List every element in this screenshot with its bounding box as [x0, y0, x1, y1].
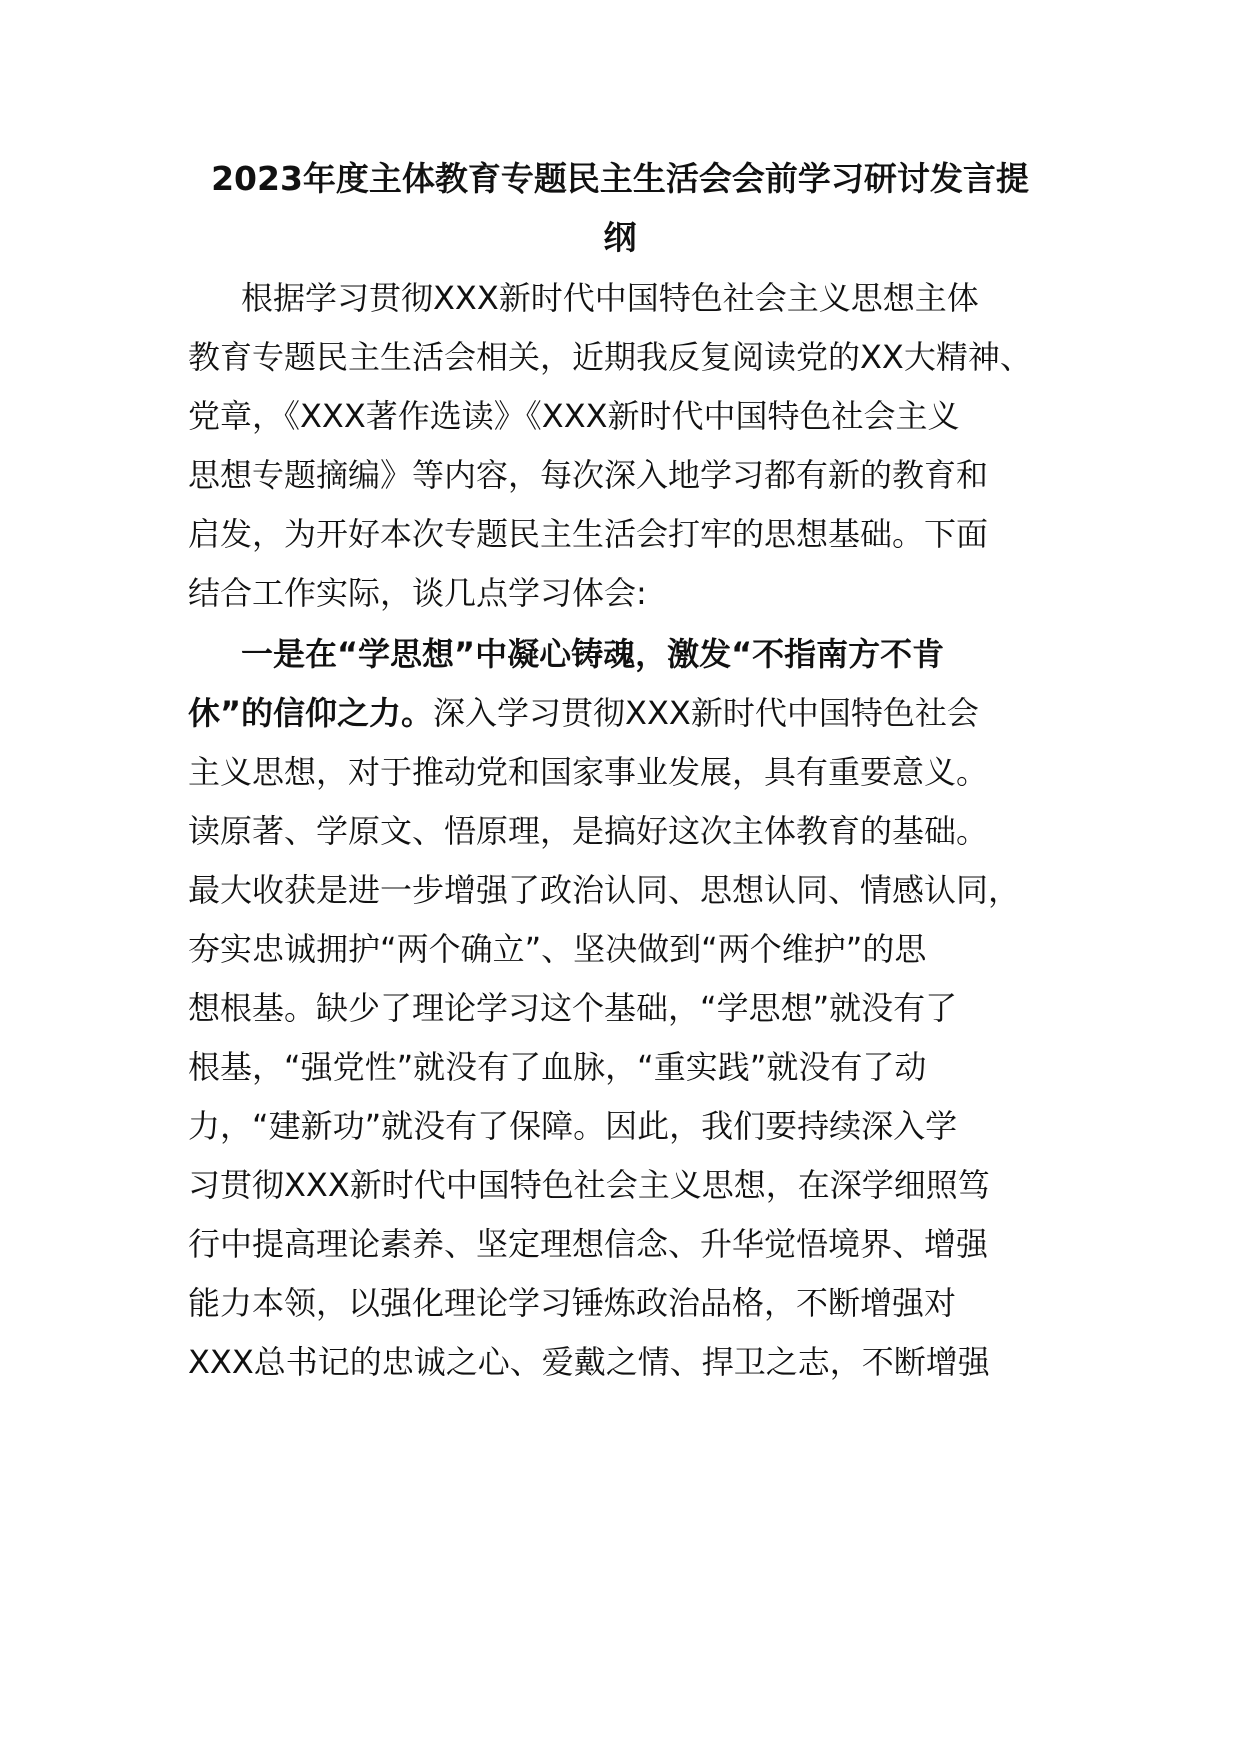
body-line-3	[188, 396, 960, 436]
body-line-text: XXX总书记的忠诚之心、爱戴之情、捍卫之志，不断增强	[188, 1343, 990, 1381]
body-line-text: 根基，“强党性”就没有了血脉，“重实践”就没有了动	[188, 1048, 927, 1086]
body-line-7	[241, 634, 944, 674]
body-line-4	[188, 455, 988, 495]
body-line-12	[188, 929, 926, 969]
body-line-text: 最大收获是进一步增强了政治认同、思想认同、情感认同，	[188, 871, 1021, 909]
body-line-14	[188, 1047, 926, 1087]
body-line-13	[188, 988, 957, 1028]
body-line-bold: 一是在“学思想”中凝心铸魂，激发“不指南方不肯	[241, 635, 945, 673]
body-line-text: 行中提高理论素养、坚定理想信念、升华觉悟境界、增强	[188, 1225, 989, 1263]
body-line-text: 教育专题民主生活会相关，近期我反复阅读党的XX大精神、	[188, 338, 1032, 376]
body-line-1	[241, 278, 979, 318]
body-line-text: 结合工作实际，谈几点学习体会:	[188, 574, 647, 612]
body-line-text: 习贯彻XXX新时代中国特色社会主义思想，在深学细照笃	[188, 1166, 990, 1204]
body-line-text: 主义思想，对于推动党和国家事业发展，具有重要意义。	[188, 753, 989, 791]
body-line-18	[188, 1283, 956, 1323]
body-line-5	[188, 514, 988, 554]
body-line-19	[188, 1342, 990, 1382]
document-title-line-1: 2023年度主体教育专题民主生活会会前学习研讨发言提	[211, 159, 1029, 198]
body-line-8	[188, 693, 979, 733]
body-line-15	[188, 1106, 957, 1146]
body-line-6	[188, 573, 647, 613]
body-line-2	[188, 337, 1032, 377]
body-line-text: 能力本领，以强化理论学习锤炼政治品格，不断增强对	[188, 1284, 957, 1322]
body-line-11	[188, 870, 1020, 910]
body-line-text: 党章，《XXX著作选读》《XXX新时代中国特色社会主义	[188, 397, 960, 435]
body-line-text: 启发，为开好本次专题民主生活会打牢的思想基础。下面	[188, 515, 989, 553]
body-line-10	[188, 811, 988, 851]
body-line-text: 深入学习贯彻XXX新时代中国特色社会	[433, 694, 979, 732]
body-line-text: 想根基。缺少了理论学习这个基础，“学思想”就没有了	[188, 989, 958, 1027]
body-line-text: 思想专题摘编》等内容，每次深入地学习都有新的教育和	[188, 456, 989, 494]
body-line-text: 根据学习贯彻XXX新时代中国特色社会主义思想主体	[241, 279, 979, 317]
body-line-9	[188, 752, 988, 792]
document-title-line-2: 纲	[603, 218, 637, 257]
body-line-17	[188, 1224, 988, 1264]
body-line-text: 夯实忠诚拥护“两个确立”、坚决做到“两个维护”的思	[188, 930, 927, 968]
body-line-text: 力，“建新功”就没有了保障。因此，我们要持续深入学	[188, 1107, 958, 1145]
body-line-16	[188, 1165, 990, 1205]
body-line-bold: 休”的信仰之力。	[188, 694, 434, 732]
body-line-text: 读原著、学原文、悟原理，是搞好这次主体教育的基础。	[188, 812, 989, 850]
